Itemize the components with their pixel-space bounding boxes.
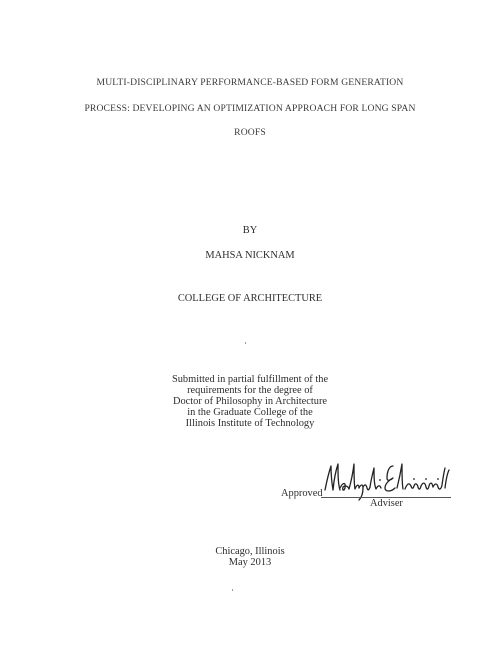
submission-line-3: Doctor of Philosophy in Architecture	[172, 396, 328, 407]
date: May 2013	[228, 557, 272, 568]
submission-line-5: Illinois Institute of Technology	[185, 418, 315, 429]
approval-block	[281, 458, 481, 518]
place: Chicago, Illinois	[215, 546, 285, 557]
author-name: MAHSA NICKNAM	[205, 250, 295, 261]
adviser-signature	[321, 458, 471, 502]
submission-line-2: requirements for the degree of	[187, 385, 313, 396]
scan-speck	[245, 342, 246, 344]
adviser-label: Adviser	[370, 498, 403, 509]
scan-speck	[232, 589, 233, 591]
title-line-3: ROOFS	[234, 127, 266, 138]
submission-line-1: Submitted in partial fulfillment of the	[171, 374, 329, 385]
title-line-2: PROCESS: DEVELOPING AN OPTIMIZATION APPROACH FOR LONG SPAN	[84, 103, 416, 114]
approved-label: Approved	[281, 488, 323, 499]
title-line-1: MULTI-DISCIPLINARY PERFORMANCE-BASED FORM GENERATION	[96, 77, 404, 88]
college-name: COLLEGE OF ARCHITECTURE	[177, 293, 323, 304]
by-label: BY	[242, 225, 258, 236]
submission-line-4: in the Graduate College of the	[187, 407, 313, 418]
